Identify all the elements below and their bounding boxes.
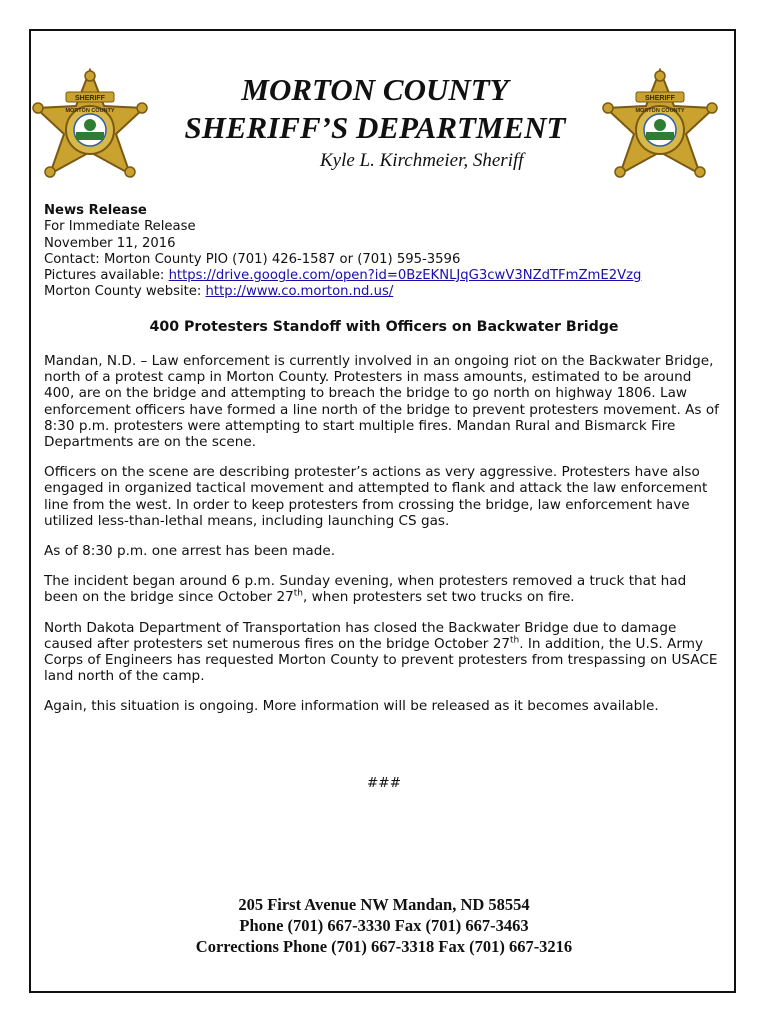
paragraph-5-text-b: . In addition, the U.S. Army Corps of Engineers has requested Morton County to prevent protesters from trespassing on USACE land north of the camp. bbox=[44, 635, 718, 685]
footer-corrections: Corrections Phone (701) 667-3318 Fax (701) 667-3216 bbox=[195, 937, 573, 956]
department-title-line1: MORTON COUNTY bbox=[241, 72, 509, 107]
end-mark: ### bbox=[366, 775, 402, 791]
paragraph-5 bbox=[44, 620, 724, 685]
badge-ring-text: MORTON COUNTY bbox=[65, 108, 115, 114]
badge-top-text: SHERIFF bbox=[75, 95, 105, 102]
website-label: Morton County website: bbox=[44, 284, 206, 300]
badge-ring-text: MORTON COUNTY bbox=[635, 108, 685, 114]
release-contact: Contact: Morton County PIO (701) 426-1587 or (701) 595-3596 bbox=[44, 251, 461, 267]
paragraph-3: As of 8:30 p.m. one arrest has been made. bbox=[44, 543, 336, 560]
article-body bbox=[44, 353, 724, 729]
paragraph-2: Officers on the scene are describing protester’s actions as very aggressive. Protesters have also engaged in organized tactical movement and attempted to flank and attack the law enforcement line from the west. In order to keep protesters from crossing the bridge, law enforcement have utilized less-than-lethal means, including launching CS gas. bbox=[44, 464, 708, 529]
paragraph-1: Mandan, N.D. – Law enforcement is currently involved in an ongoing riot on the Backwater Bridge, north of a protest camp in Morton County. Protesters in mass amounts, estimated to be around 400, are on the bridge and attempting to breach the bridge to go north on highway 1806. Law enforcement officers have formed a line north of the bridge to prevent protesters movement. As of 8:30 p.m. protesters were attempting to start multiple fires. Mandan Rural and Bismarck Fire Departments are on the scene. bbox=[44, 353, 719, 451]
release-meta bbox=[44, 203, 641, 301]
paragraph-4 bbox=[44, 573, 724, 605]
pictures-link[interactable]: https://drive.google.com/open?id=0BzEKNLJqG3cwV3NZdTFmZmE2Vzg bbox=[168, 268, 642, 284]
pictures-label: Pictures available: bbox=[44, 268, 169, 284]
badge-top-text: SHERIFF bbox=[645, 95, 675, 102]
department-title-line2: SHERIFF’S DEPARTMENT bbox=[184, 110, 566, 145]
paragraph-5-text-a: North Dakota Department of Transportation has closed the Backwater Bridge due to damage caused after protesters set numerous fires on the bridge October 27 bbox=[44, 619, 677, 652]
paragraph-4-superscript: th bbox=[293, 588, 303, 599]
website-link[interactable]: http://www.co.morton.nd.us/ bbox=[205, 284, 394, 300]
release-date: November 11, 2016 bbox=[44, 235, 176, 251]
footer-address: 205 First Avenue NW Mandan, ND 58554 bbox=[238, 895, 530, 914]
sheriff-name: Kyle L. Kirchmeier, Sheriff bbox=[320, 150, 524, 171]
footer bbox=[44, 894, 724, 957]
pictures-line bbox=[44, 268, 641, 284]
website-line bbox=[44, 284, 641, 300]
paragraph-4-text-b: , when protesters set two trucks on fire. bbox=[303, 589, 575, 606]
headline: 400 Protesters Standoff with Officers on Backwater Bridge bbox=[149, 319, 619, 335]
release-immediacy: For Immediate Release bbox=[44, 219, 196, 235]
paragraph-5-superscript: th bbox=[510, 635, 520, 646]
release-type: News Release bbox=[44, 203, 147, 218]
paragraph-4-text-a: The incident began around 6 p.m. Sunday evening, when protesters removed a truck that had been on the bridge since October 27 bbox=[44, 573, 687, 606]
footer-phone: Phone (701) 667-3330 Fax (701) 667-3463 bbox=[239, 916, 529, 935]
paragraph-6: Again, this situation is ongoing. More information will be released as it becomes available. bbox=[44, 698, 659, 715]
sheriff-badge-left bbox=[30, 68, 150, 208]
sheriff-badge-right bbox=[600, 68, 720, 208]
